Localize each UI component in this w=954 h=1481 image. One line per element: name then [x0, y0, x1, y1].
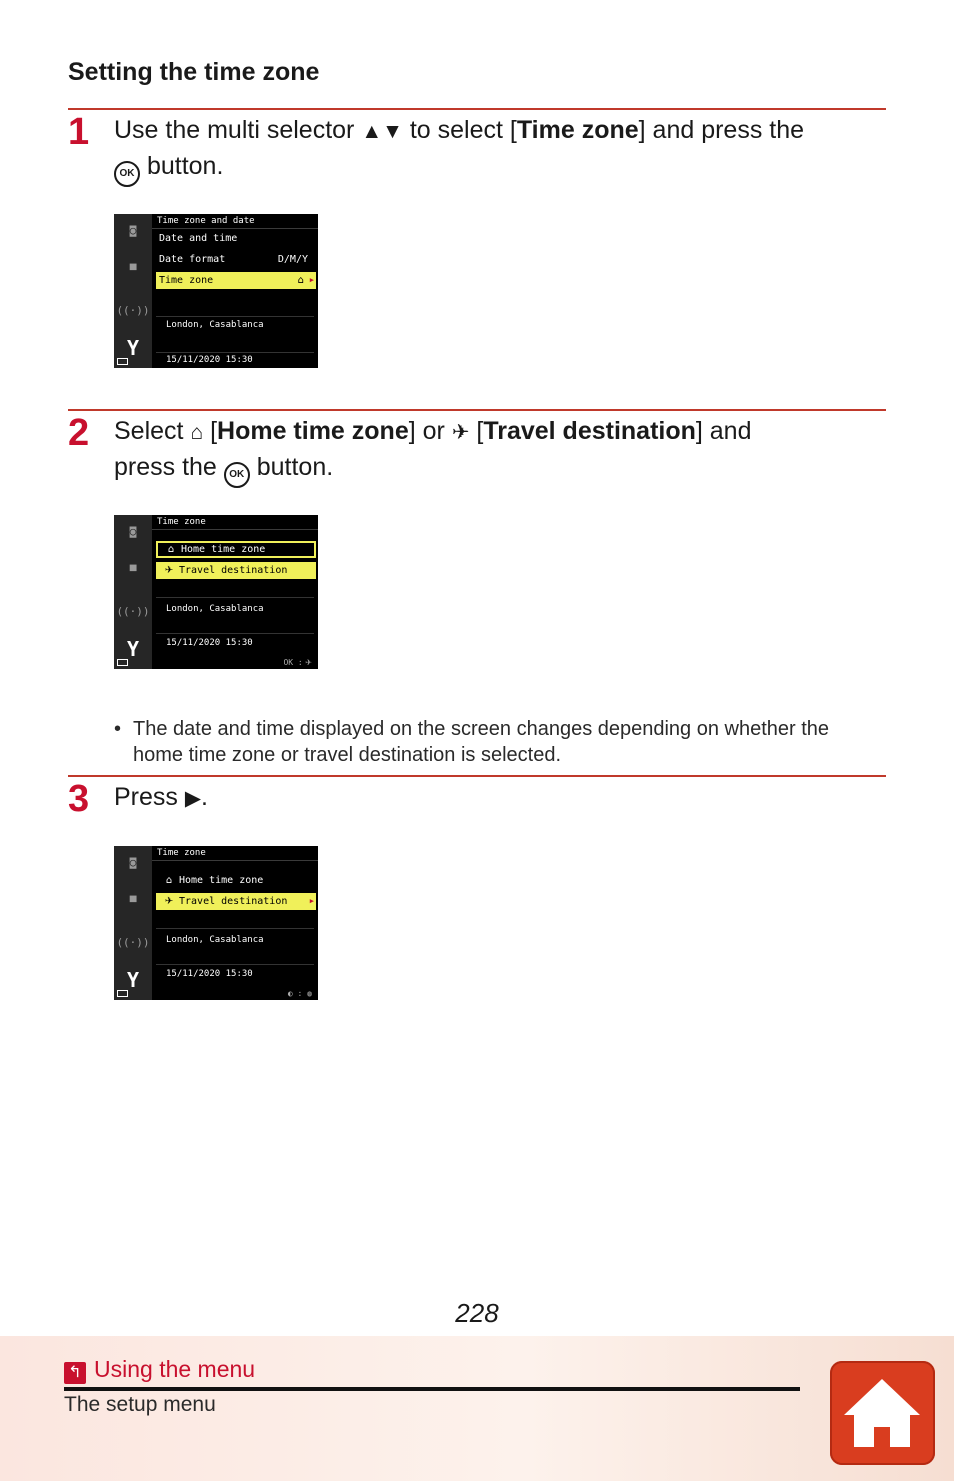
camera-side-menu: [114, 515, 152, 669]
camera-icon: ◙: [129, 525, 137, 538]
menu-row-label: Time zone: [159, 275, 214, 286]
step-1-t1: Use the multi selector: [114, 116, 362, 144]
camera-screen-travel-destination: [114, 846, 318, 1000]
home-icon: ⌂: [297, 275, 304, 286]
divider: [156, 633, 314, 634]
multi-selector-right-icon: ▶: [184, 787, 202, 810]
step-2-bold-travel: Travel destination: [483, 417, 696, 445]
menu-row-label: Home time zone: [179, 875, 264, 886]
step-2-bold-home: Home time zone: [217, 417, 409, 445]
step-1-t4: button.: [140, 152, 224, 180]
wireless-icon: ((·)): [116, 936, 150, 949]
ok-button-icon: OK: [224, 462, 250, 488]
camera-side-menu: [114, 846, 152, 1000]
datetime-text: 15/11/2020 15:30: [166, 969, 253, 979]
home-button[interactable]: [830, 1361, 935, 1465]
wrench-icon: Y: [126, 336, 140, 360]
step-2-t1: Select: [114, 417, 191, 445]
menu-row-date-format: [156, 251, 316, 268]
page-number: 228: [455, 1298, 499, 1328]
back-link-icon: ↰: [64, 1362, 86, 1384]
datetime-text: 15/11/2020 15:30: [166, 355, 253, 365]
multi-selector-up-down-icon: ▲▼: [361, 120, 403, 143]
page-footer: [0, 1336, 954, 1481]
step-2-t7: button.: [249, 453, 334, 481]
footer-hint-text: OK :: [283, 658, 303, 667]
screen-footer-hint: ◐ : ◍: [287, 989, 312, 998]
step-2-rule: [68, 409, 886, 411]
home-icon: ⌂: [165, 875, 173, 886]
camera-screen-time-zone-and-date: [114, 214, 318, 368]
camera-icon: ◙: [129, 856, 137, 869]
menu-row-time-zone: [156, 272, 316, 289]
divider: [156, 316, 314, 317]
divider: [156, 597, 314, 598]
step-3-t1: Press: [114, 783, 185, 811]
battery-icon: [117, 990, 128, 997]
wireless-icon: ((·)): [116, 304, 150, 317]
wireless-icon: ((·)): [116, 605, 150, 618]
menu-row-label: Travel destination: [179, 565, 288, 576]
menu-row-travel-destination: [156, 893, 316, 910]
step-3-t2: .: [201, 783, 208, 811]
home-icon: ⌂: [190, 421, 204, 444]
ok-button-icon: OK: [114, 161, 140, 187]
step-1-number: 1: [68, 111, 90, 153]
footer-rule: [64, 1387, 800, 1391]
note-bullet: [114, 716, 874, 768]
breadcrumb-text: Using the menu: [94, 1356, 256, 1382]
divider: [156, 964, 314, 965]
camera-screen-time-zone-select: [114, 515, 318, 669]
battery-icon: [117, 659, 128, 666]
location-text: London, Casablanca: [166, 935, 264, 945]
menu-row-home-time-zone: [156, 872, 316, 889]
step-3-text: [114, 780, 874, 816]
screen-header: Time zone: [157, 517, 206, 527]
movie-icon: ▀: [129, 264, 137, 277]
footer-subsection: The setup menu: [64, 1393, 216, 1416]
date-format-value: D/M/Y: [277, 254, 308, 265]
step-1-t2: to select [: [402, 116, 517, 144]
movie-icon: ▀: [129, 565, 137, 578]
arrow-right-icon: ▶: [309, 276, 314, 284]
menu-row-label: Travel destination: [179, 896, 288, 907]
divider: [156, 352, 314, 353]
travel-icon: ✈: [451, 421, 470, 444]
step-1-bold: Time zone: [516, 116, 639, 144]
step-2-t4: [: [469, 417, 484, 445]
screen-footer-hint: [283, 658, 312, 667]
home-icon: [830, 1361, 935, 1465]
step-2-t6: press the: [114, 453, 224, 481]
movie-icon: ▀: [129, 896, 137, 909]
breadcrumb-link[interactable]: [64, 1356, 255, 1384]
step-2-t5: ] and: [695, 417, 752, 445]
menu-row-label: Date format: [159, 254, 226, 265]
battery-icon: [117, 358, 128, 365]
menu-row-home-time-zone: [156, 541, 316, 558]
camera-side-menu: [114, 214, 152, 368]
location-text: London, Casablanca: [166, 604, 264, 614]
home-icon: ⌂: [167, 544, 175, 555]
step-1-t3: ] and press the: [638, 116, 805, 144]
step-1-rule: [68, 108, 886, 110]
step-2-text: [114, 414, 874, 488]
screen-header: Time zone: [157, 848, 206, 858]
bullet-dot: •: [114, 718, 122, 740]
step-2-t3: ] or: [408, 417, 452, 445]
arrow-right-icon: ▶: [309, 897, 314, 905]
menu-row-label: Date and time: [159, 233, 238, 244]
travel-icon: ✈: [164, 896, 174, 907]
divider: [156, 928, 314, 929]
screen-header: Time zone and date: [157, 216, 255, 226]
wrench-icon: Y: [126, 968, 140, 992]
section-title: Setting the time zone: [68, 58, 320, 86]
camera-icon: ◙: [129, 224, 137, 237]
menu-row-travel-destination: [156, 562, 316, 579]
step-1-text: [114, 113, 874, 187]
travel-icon: ✈: [164, 565, 174, 576]
step-2-number: 2: [68, 412, 90, 454]
step-3-number: 3: [68, 778, 90, 820]
datetime-text: 15/11/2020 15:30: [166, 638, 253, 648]
wrench-icon: Y: [126, 637, 140, 661]
location-text: London, Casablanca: [166, 320, 264, 330]
note-text: The date and time displayed on the screen changes depending on whether the home time zone or travel destination is selected.: [133, 718, 830, 766]
menu-row-date-and-time: [156, 230, 316, 247]
step-3-rule: [68, 775, 886, 777]
travel-icon: ✈: [302, 658, 312, 667]
step-2-t2: [: [203, 417, 218, 445]
menu-row-label: Home time zone: [181, 544, 266, 555]
